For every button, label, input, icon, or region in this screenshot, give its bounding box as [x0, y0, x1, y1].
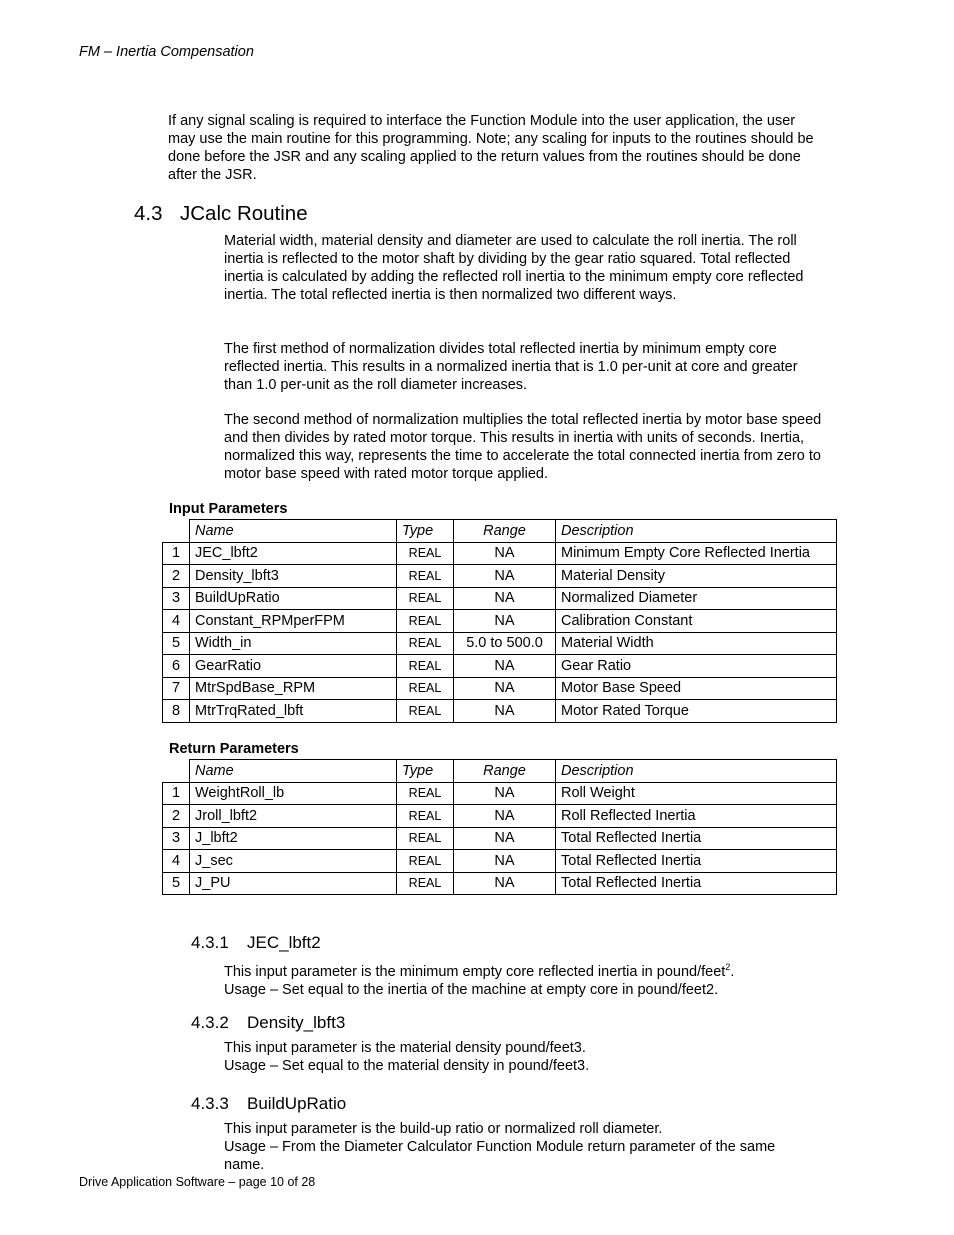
param-range: 5.0 to 500.0 [454, 632, 556, 655]
param-name: WeightRoll_lb [190, 782, 397, 805]
header-type: Type [397, 520, 454, 543]
param-range: NA [454, 782, 556, 805]
subsection-title: Density_lbft3 [247, 1013, 346, 1032]
param-range: NA [454, 827, 556, 850]
table-row [163, 610, 837, 633]
table-row [163, 827, 837, 850]
section-paragraph-1 [224, 232, 824, 304]
param-type: REAL [397, 632, 454, 655]
param-name: Constant_RPMperFPM [190, 610, 397, 633]
param-description: Motor Rated Torque [556, 700, 837, 723]
subsection-number: 4.3.2 [191, 1013, 229, 1032]
subsection-body-2 [224, 1039, 814, 1075]
subsection-heading-2 [191, 1013, 345, 1033]
table-row [163, 805, 837, 828]
table-row [163, 655, 837, 678]
param-range: NA [454, 655, 556, 678]
intro-paragraph [168, 112, 818, 184]
param-range: NA [454, 587, 556, 610]
subsection-body-3 [224, 1120, 784, 1174]
section-heading [134, 202, 308, 226]
param-range: NA [454, 610, 556, 633]
param-description: Total Reflected Inertia [556, 850, 837, 873]
param-type: REAL [397, 827, 454, 850]
param-name: Density_lbft3 [190, 565, 397, 588]
return-parameters-label: Return Parameters [169, 741, 299, 757]
subsection-title: JEC_lbft2 [247, 933, 321, 952]
param-name: MtrTrqRated_lbft [190, 700, 397, 723]
param-description: Minimum Empty Core Reflected Inertia [556, 542, 837, 565]
subsection-text: This input parameter is the minimum empty core reflected inertia in pound/feet [224, 963, 726, 980]
param-range: NA [454, 565, 556, 588]
page-footer: Drive Application Software – page 10 of 28 [79, 1175, 316, 1189]
table-row [163, 587, 837, 610]
row-index: 1 [163, 542, 190, 565]
input-parameters-table [162, 519, 837, 723]
param-description: Total Reflected Inertia [556, 827, 837, 850]
param-range: NA [454, 542, 556, 565]
param-description: Total Reflected Inertia [556, 872, 837, 895]
header-index [163, 520, 190, 543]
param-type: REAL [397, 677, 454, 700]
row-index: 5 [163, 632, 190, 655]
param-type: REAL [397, 655, 454, 678]
param-name: BuildUpRatio [190, 587, 397, 610]
header-range: Range [454, 760, 556, 783]
param-description: Normalized Diameter [556, 587, 837, 610]
table-row [163, 632, 837, 655]
header-description: Description [556, 520, 837, 543]
table-row [163, 872, 837, 895]
param-name: J_sec [190, 850, 397, 873]
subsection-text: This input parameter is the material density pound/feet3. [224, 1040, 586, 1056]
param-name: MtrSpdBase_RPM [190, 677, 397, 700]
table-row [163, 850, 837, 873]
header-index [163, 760, 190, 783]
param-description: Gear Ratio [556, 655, 837, 678]
subsection-number: 4.3.1 [191, 933, 229, 952]
table-row [163, 782, 837, 805]
table-row [163, 700, 837, 723]
row-index: 4 [163, 610, 190, 633]
table-row [163, 677, 837, 700]
param-description: Material Density [556, 565, 837, 588]
param-type: REAL [397, 782, 454, 805]
row-index: 2 [163, 805, 190, 828]
param-description: Roll Weight [556, 782, 837, 805]
paragraph-text: The second method of normalization multiplies the total reflected inertia by motor base speed and then divides by rated motor torque. This results in inertia with units of seconds. Inertia, normalized this way, represents the time to accelerate the total connected inertia from zero to motor base speed with rated motor torque applied. [224, 412, 822, 482]
return-parameters-table [162, 759, 837, 895]
subsection-number: 4.3.3 [191, 1094, 229, 1113]
section-paragraph-3 [224, 411, 824, 483]
row-index: 1 [163, 782, 190, 805]
subsection-usage: Usage – From the Diameter Calculator Function Module return parameter of the same name. [224, 1139, 776, 1173]
row-index: 7 [163, 677, 190, 700]
param-type: REAL [397, 850, 454, 873]
param-name: J_lbft2 [190, 827, 397, 850]
param-range: NA [454, 805, 556, 828]
param-type: REAL [397, 542, 454, 565]
param-type: REAL [397, 872, 454, 895]
param-type: REAL [397, 565, 454, 588]
subsection-heading-1 [191, 933, 321, 953]
section-title: JCalc Routine [180, 202, 308, 225]
param-name: JEC_lbft2 [190, 542, 397, 565]
intro-text: If any signal scaling is required to interface the Function Module into the user application, the user may use the main routine for this programming. Note; any scaling for inputs to the routines should be done before the JSR and any scaling applied to the return values from the routines should be done after the JSR. [168, 113, 814, 183]
param-range: NA [454, 700, 556, 723]
subsection-title: BuildUpRatio [247, 1094, 347, 1113]
header-range: Range [454, 520, 556, 543]
section-paragraph-2 [224, 340, 824, 394]
header-name: Name [190, 520, 397, 543]
param-type: REAL [397, 700, 454, 723]
param-description: Material Width [556, 632, 837, 655]
subsection-body-1 [224, 958, 814, 999]
subsection-usage: Usage – Set equal to the inertia of the machine at empty core in pound/feet2. [224, 981, 719, 998]
param-range: NA [454, 872, 556, 895]
subsection-line [224, 958, 814, 981]
row-index: 8 [163, 700, 190, 723]
row-index: 3 [163, 587, 190, 610]
input-parameters-label: Input Parameters [169, 501, 288, 517]
param-range: NA [454, 850, 556, 873]
row-index: 6 [163, 655, 190, 678]
row-index: 2 [163, 565, 190, 588]
superscript: 2 [725, 962, 731, 972]
table-row [163, 542, 837, 565]
param-description: Roll Reflected Inertia [556, 805, 837, 828]
param-description: Calibration Constant [556, 610, 837, 633]
param-type: REAL [397, 805, 454, 828]
table-header-row [163, 760, 837, 783]
section-number: 4.3 [134, 202, 163, 225]
param-name: Jroll_lbft2 [190, 805, 397, 828]
table-row [163, 565, 837, 588]
page-header: FM – Inertia Compensation [79, 44, 254, 60]
row-index: 4 [163, 850, 190, 873]
header-name: Name [190, 760, 397, 783]
row-index: 3 [163, 827, 190, 850]
paragraph-text: Material width, material density and diameter are used to calculate the roll inertia. The roll inertia is reflected to the motor shaft by dividing by the gear ratio squared. Total reflected inertia is calculated by adding the reflected roll inertia to the minimum empty core reflected inertia. The total reflected inertia is then normalized two different ways. [224, 233, 804, 303]
subsection-text: . [730, 963, 735, 980]
param-description: Motor Base Speed [556, 677, 837, 700]
param-range: NA [454, 677, 556, 700]
header-type: Type [397, 760, 454, 783]
param-name: J_PU [190, 872, 397, 895]
table-header-row [163, 520, 837, 543]
param-name: GearRatio [190, 655, 397, 678]
paragraph-text: The first method of normalization divides total reflected inertia by minimum empty core reflected inertia. This results in a normalized inertia that is 1.0 per-unit at core and greater than 1.0 per-unit as the roll diameter increases. [224, 341, 798, 393]
param-type: REAL [397, 610, 454, 633]
subsection-text: This input parameter is the build-up ratio or normalized roll diameter. [224, 1121, 663, 1137]
param-name: Width_in [190, 632, 397, 655]
subsection-usage: Usage – Set equal to the material density in pound/feet3. [224, 1058, 590, 1074]
subsection-heading-3 [191, 1094, 346, 1114]
param-type: REAL [397, 587, 454, 610]
header-description: Description [556, 760, 837, 783]
row-index: 5 [163, 872, 190, 895]
